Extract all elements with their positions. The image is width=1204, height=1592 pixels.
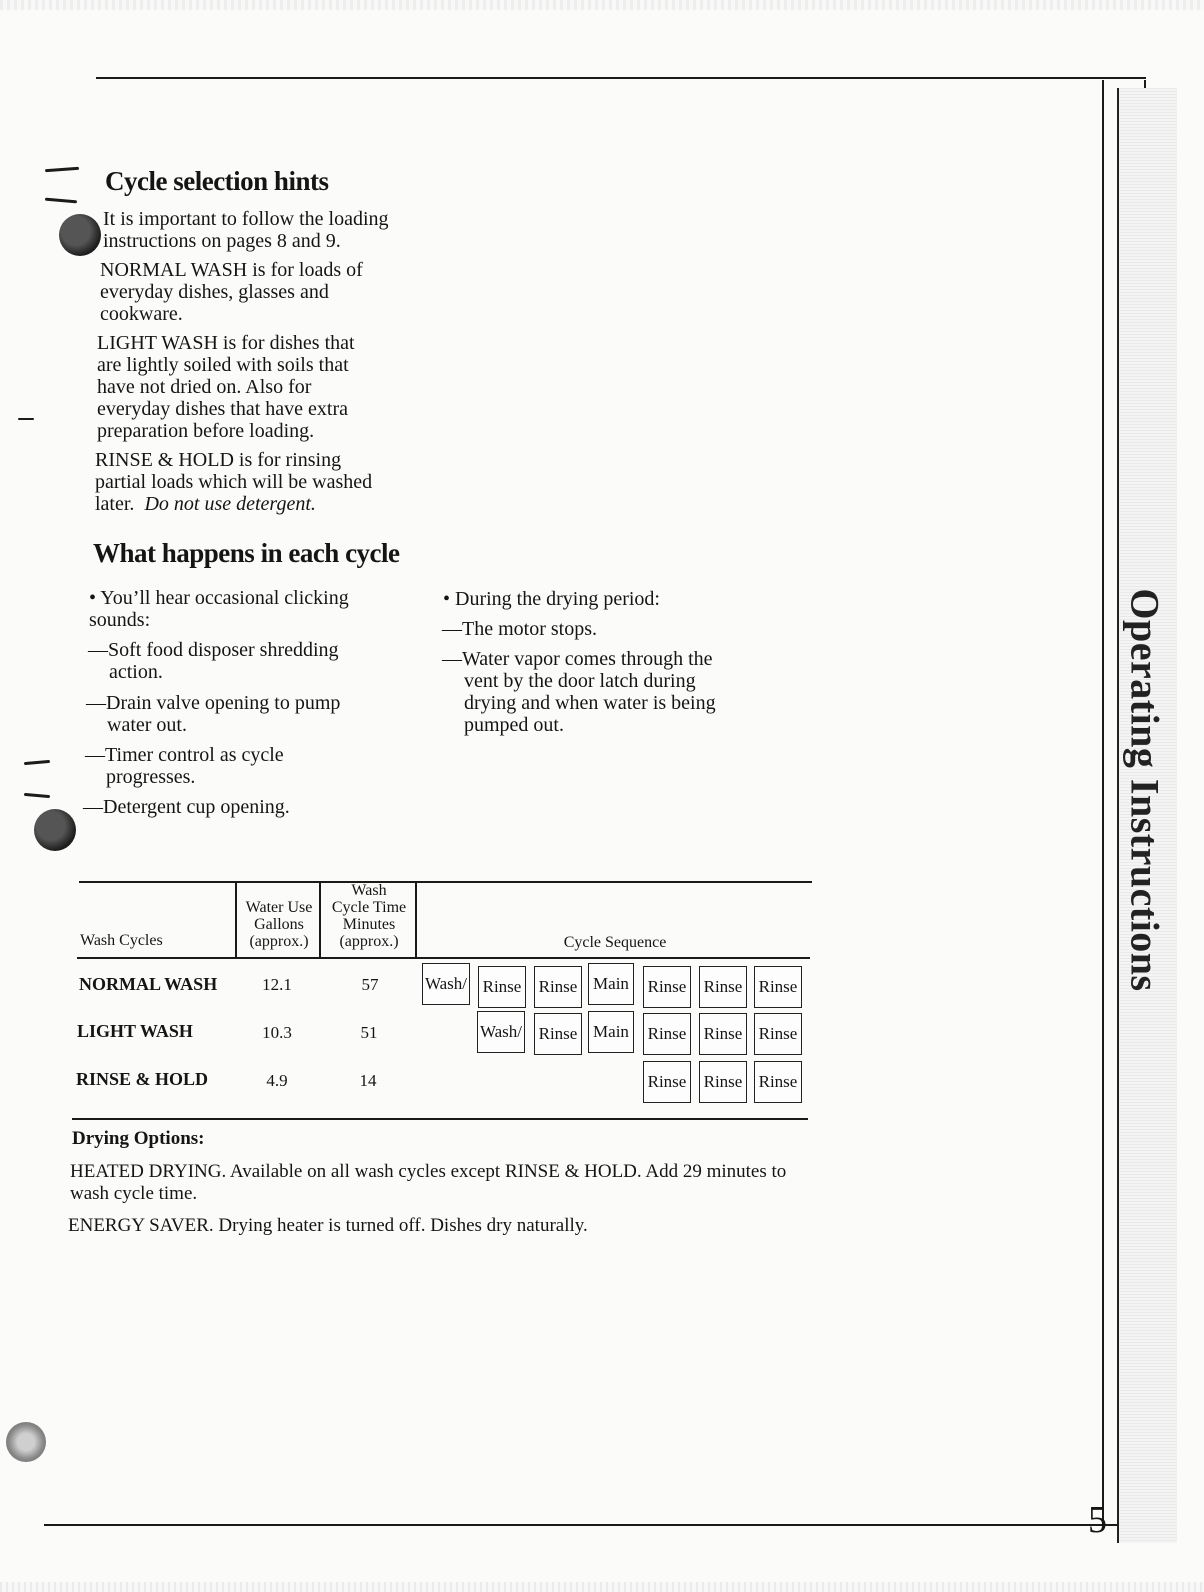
side-tab-label: Operating Instructions xyxy=(1122,588,1168,992)
page-number: 5 xyxy=(1088,1499,1107,1541)
binder-hole xyxy=(34,809,76,851)
row-name-light-wash: LIGHT WASH xyxy=(77,1021,193,1041)
row-name-normal-wash: NORMAL WASH xyxy=(79,974,218,994)
seq-rinse: Rinse xyxy=(478,966,526,1008)
energy-saver-text: ENERGY SAVER. Drying heater is turned off. Dishes dry naturally. xyxy=(68,1215,588,1236)
binder-mark xyxy=(18,418,34,420)
section-title-cycles: What happens in each cycle xyxy=(93,538,400,568)
binder-mark xyxy=(24,760,50,765)
header-water-use: Water Use Gallons (approx.) xyxy=(245,899,313,950)
binder-hole xyxy=(59,214,101,256)
binder-mark xyxy=(45,167,79,172)
drying-period-item: —The motor stops. xyxy=(442,618,597,640)
seq-rinse: Rinse xyxy=(699,1061,747,1103)
seq-rinse: Rinse xyxy=(643,966,691,1008)
seq-main-wash: Main xyxy=(588,963,634,1005)
frame-inner-right xyxy=(1102,80,1104,1530)
row-gallons: 4.9 xyxy=(266,1071,288,1090)
header-cycle-time: Wash Cycle Time Minutes (approx.) xyxy=(331,882,407,950)
seq-wash-rinse: Wash/ xyxy=(422,963,470,1005)
section-title-hints: Cycle selection hints xyxy=(105,166,329,196)
seq-rinse: Rinse xyxy=(754,1061,802,1103)
heated-drying-text: HEATED DRYING. Available on all wash cycles except RINSE & HOLD. Add 29 minutes to wash cycle time. xyxy=(70,1161,787,1204)
table-top-rule xyxy=(79,881,812,883)
seq-rinse: Rinse xyxy=(534,966,582,1008)
hint-loading: It is important to follow the loading instructions on pages 8 and 9. xyxy=(103,208,389,252)
seq-main-wash: Main xyxy=(588,1011,634,1053)
seq-rinse: Rinse xyxy=(754,966,802,1008)
bottom-rule xyxy=(44,1524,1164,1526)
row-name-rinse-hold: RINSE & HOLD xyxy=(76,1069,209,1089)
binder-mark xyxy=(24,793,50,798)
scan-noise-bottom xyxy=(0,1582,1204,1592)
drying-period-intro: • During the drying period: xyxy=(443,588,660,610)
hint-rinse-hold: RINSE & HOLD is for rinsing partial loads which will be washed later. Do not use detergent. xyxy=(95,449,373,515)
header-wash-cycles: Wash Cycles xyxy=(80,932,163,949)
hint-light-wash: LIGHT WASH is for dishes that are lightly soiled with soils that have not dried on. Also for everyday dishes that have extra preparation before loading. xyxy=(97,332,355,442)
scan-noise-top xyxy=(0,0,1204,10)
cycle-sound-item: —Soft food disposer shredding action. xyxy=(88,639,339,683)
cycle-sound-item: —Timer control as cycle progresses. xyxy=(85,744,284,788)
drying-period-item: —Water vapor comes through the vent by the door latch during drying and when water is being pumped out. xyxy=(442,648,716,736)
table-col-divider xyxy=(235,882,237,957)
header-cycle-sequence: Cycle Sequence xyxy=(563,934,667,951)
seq-rinse: Rinse xyxy=(754,1013,802,1055)
binder-mark xyxy=(45,198,77,204)
no-detergent-note: Do not use detergent. xyxy=(144,493,316,515)
table-bottom-rule xyxy=(72,1118,808,1120)
seq-wash-rinse: Wash/ xyxy=(477,1011,525,1053)
table-col-divider xyxy=(319,882,321,957)
seq-rinse: Rinse xyxy=(643,1013,691,1055)
seq-rinse: Rinse xyxy=(699,966,747,1008)
seq-rinse: Rinse xyxy=(643,1061,691,1103)
binder-hole xyxy=(6,1422,46,1462)
row-gallons: 10.3 xyxy=(262,1023,292,1042)
top-rule xyxy=(96,77,1146,79)
drying-options-title: Drying Options: xyxy=(72,1128,205,1149)
row-minutes: 14 xyxy=(359,1071,377,1090)
cycle-sound-item: —Detergent cup opening. xyxy=(83,796,290,818)
seq-rinse: Rinse xyxy=(699,1013,747,1055)
cycle-sound-item: —Drain valve opening to pump water out. xyxy=(86,692,341,736)
cycle-sounds-intro: • You’ll hear occasional clicking sounds: xyxy=(89,587,349,631)
hint-normal-wash: NORMAL WASH is for loads of everyday dishes, glasses and cookware. xyxy=(100,259,363,325)
row-minutes: 51 xyxy=(360,1023,378,1042)
row-gallons: 12.1 xyxy=(262,975,292,994)
row-minutes: 57 xyxy=(361,975,379,994)
seq-rinse: Rinse xyxy=(534,1013,582,1055)
table-header-rule xyxy=(77,957,810,959)
